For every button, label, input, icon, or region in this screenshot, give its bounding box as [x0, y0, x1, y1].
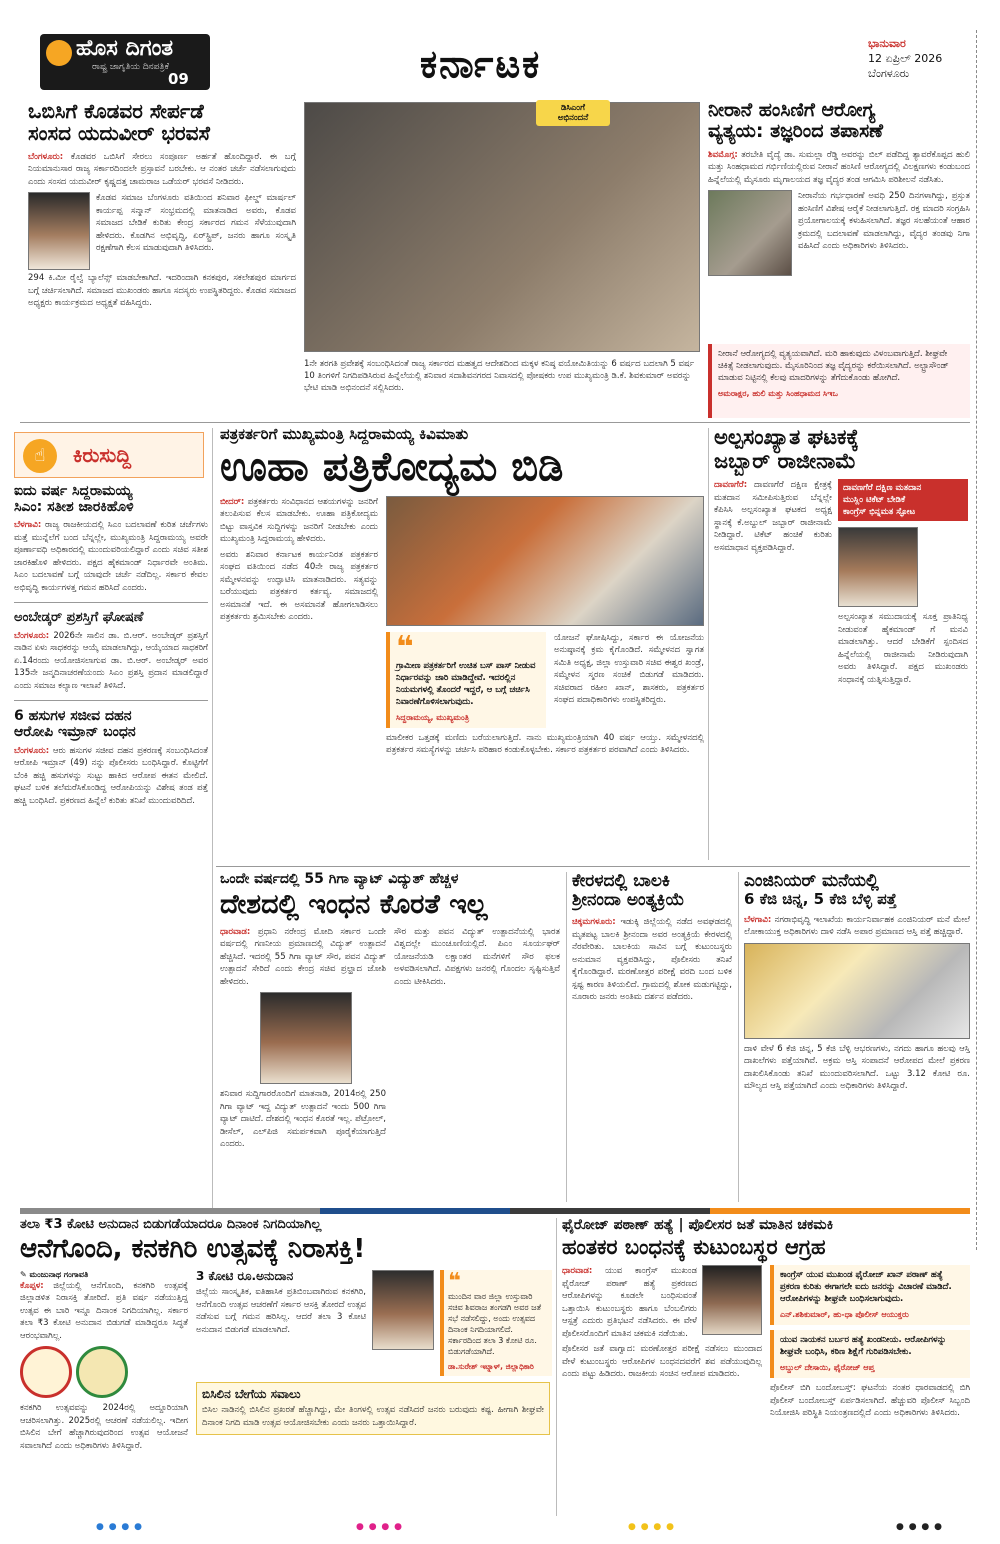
dc-quote — [440, 1270, 552, 1376]
headline: ಕೇರಳದಲ್ಲಿ ಬಾಲಕಿ — [572, 872, 670, 891]
dateline: ಬೆಂಗಳೂರು: — [14, 745, 50, 756]
briefs-title: ಕಿರುಸುದ್ದಿ — [73, 443, 132, 467]
story-lead — [220, 426, 704, 860]
story-festival — [20, 1218, 552, 1516]
dateline: ಧಾರವಾಡ: — [220, 926, 251, 937]
anegundi-logo — [20, 1346, 72, 1398]
headline-2: ಸಂಸದ ಯದುವೀರ್ ಭರವಸೆ — [28, 121, 210, 146]
box-title: 3 ಕೋಟಿ ರೂ.ಅನುದಾನ — [196, 1268, 294, 1283]
dateline: ಕೊಪ್ಪಳ: — [20, 1280, 44, 1291]
headline: ಎಂಜಿನಿಯರ್ ಮನೆಯಲ್ಲಿ — [744, 872, 879, 891]
story-kodava — [28, 100, 296, 418]
body-text: ಶನಿವಾರ ಸುದ್ದಿಗಾರರೊಂದಿಗೆ ಮಾತನಾಡಿ, 2014ರಲ್ಲಿ 250 ಗಿಗಾ ವ್ಯಾಟ್ ಇದ್ದ ವಿದ್ಯುತ್ ಉತ್ಪಾದನೆ ಇಂದು 500 ಗಿಗಾ ವ್ಯಾಟ್ ದಾಟಿದೆ. ದೇಶದಲ್ಲಿ ಇಂಧನ ಕೊರತೆ ಇಲ್ಲ. ಪೆಟ್ರೋಲ್, ಡೀಸೆಲ್, ಎಲ್‌ಪಿಜಿ ಸಮರ್ಪಕವಾಗಿ ಪೂರೈಕೆಯಾಗುತ್ತಿದೆ ಎಂದರು. — [220, 1089, 386, 1150]
briefs-column — [14, 484, 208, 1202]
body-text: ಅವರು ಶನಿವಾರ ಕರ್ನಾಟಕ ಕಾರ್ಯನಿರತ ಪತ್ರಕರ್ತರ ಸಂಘದ ವತಿಯಿಂದ ನಡೆದ 40ನೇ ರಾಜ್ಯ ಪತ್ರಕರ್ತರ ಸಮ್ಮೇಳನವನ್ನು ಉದ್ಘಾಟಿಸಿ ಮಾತನಾಡಿದರು. ಸತ್ಯವನ್ನು ಬರೆಯುವುದು ಪತ್ರಕರ್ತರ ಕರ್ತವ್ಯ. ಸಮಾಜದಲ್ಲಿ ಅಸಮಾನತೆ ಇದೆ. ಈ ಅಸಮಾನತೆ ಹೋಗಲಾಡಿಸಲು ಪತ್ರಕರ್ತರು ಶ್ರಮಿಸಬೇಕು ಎಂದರು. — [220, 549, 378, 623]
photo-badge — [536, 100, 610, 126]
edge-cut-marks — [976, 30, 990, 1250]
divider-strip — [510, 1208, 710, 1214]
byline — [20, 1270, 188, 1280]
dateline: ಬೆಳಗಾವಿ: — [744, 914, 772, 925]
kicker: ತಲಾ ₹3 ಕೋಟಿ ಅನುದಾನ ಬಿಡುಗಡೆಯಾದರೂ ದಿನಾಂಕ ನಿಗದಿಯಾಗಿಲ್ಲ — [20, 1218, 322, 1232]
body-text: ದಾಳಿ ವೇಳೆ 6 ಕೆಜಿ ಚಿನ್ನ, 5 ಕೆಜಿ ಬೆಳ್ಳಿ ಆಭರಣಗಳು, ನಗದು ಹಾಗೂ ಹಲವು ಆಸ್ತಿ ದಾಖಲೆಗಳು ಪತ್ತೆಯಾಗಿವೆ. ಅಕ್ರಮ ಆಸ್ತಿ ಸಂಪಾದನೆ ಆರೋಪದ ಮೇಲೆ ಪ್ರಕರಣ ದಾಖಲಿಸಿಕೊಂಡು ತನಿಖೆ ಮುಂದುವರಿಸಲಾಗಿದೆ. ಒಟ್ಟು 3.12 ಕೋಟಿ ರೂ. ಮೌಲ್ಯದ ಆಸ್ತಿ ಪತ್ತೆಯಾಗಿದೆ ಎಂದು ಅಧಿಕಾರಿಗಳು ತಿಳಿಸಿದ್ದಾರೆ. — [744, 1043, 970, 1092]
kicker: ಫೈರೋಜ್ ಪಠಾಣ್ ಹತ್ಯೆ — [562, 1218, 674, 1233]
column-divider — [738, 872, 739, 1202]
headline: ಊಹಾ ಪತ್ರಿಕೋದ್ಯಮ ಬಿಡಿ — [220, 443, 564, 490]
pen-icon: ✎ — [20, 1269, 30, 1279]
body-text: 2026ನೇ ಸಾಲಿನ ಡಾ. ಬಿ.ಆರ್. ಅಂಬೇಡ್ಕರ್ ಪ್ರಶಸ್ತಿಗೆ ನಾಡಿನ ಏಳು ಸಾಧಕರನ್ನು ಆಯ್ಕೆ ಮಾಡಲಾಗಿದ್ದು, ಆಯ್ಕೆಯಾದ ಸಾಧಕರಿಗೆ ಏ.14ರಂದು ಆಯೋಜಿಸಲಾಗುವ ಡಾ. ಬಿ.ಆರ್. ಅಂಬೇಡ್ಕರ್ ಅವರ 135ನೇ ಜನ್ಮದಿನಾಚರಣೆಯಂದು ಸಿಎಂ ಪ್ರಶಸ್ತಿ ಪ್ರದಾನ ಮಾಡಲಿದ್ದಾರೆ ಎಂದು ಸಮಾಜ ಕಲ್ಯಾಣ ಇಲಾಖೆ ತಿಳಿಸಿದೆ. — [14, 630, 208, 691]
dateline: ಬೆಂಗಳೂರು: — [28, 151, 64, 162]
mp-portrait-photo — [28, 192, 90, 270]
dateline: ಚಿಕ್ಕಮಗಳೂರು: — [572, 917, 616, 928]
headline-2: ಶ್ರೀನಂದಾ ಅಂತ್ಯಕ್ರಿಯೆ — [572, 890, 685, 911]
logo-sun-icon — [46, 40, 72, 66]
body-text: ಪೊಲೀಸ್ ಬಿಗಿ ಬಂದೋಬಸ್ತ್: ಘಟನೆಯ ನಂತರ ಧಾರವಾಡದಲ್ಲಿ ಬಿಗಿ ಪೊಲೀಸ್ ಬಂದೋಬಸ್ತ್ ಏರ್ಪಡಿಸಲಾಗಿದೆ. ಹೆಚ್ಚುವರಿ ಪೊಲೀಸ್ ಸಿಬ್ಬಂದಿ ನಿಯೋಜಿಸಿ ಪರಿಸ್ಥಿತಿ ನಿಯಂತ್ರಣದಲ್ಲಿದೆ ಎಂದು ಅಧಿಕಾರಿಗಳು ತಿಳಿಸಿದರು. — [770, 1383, 970, 1419]
quote-byline: ಅಬ್ದುಲ್ ದೇಸಾಯಿ, ಫೈರೋಜ್ ಆಪ್ತ — [780, 1363, 875, 1373]
quote-icon: ❝ — [448, 1268, 461, 1294]
dateline: ಬೀದರ್: — [220, 496, 245, 507]
aide-quote — [770, 1330, 970, 1378]
brief-headline-2: ಆರೋಪಿ ಇಮ್ರಾನ್ ಬಂಧನ — [14, 724, 136, 741]
dateline: ಶಿವಮೊಗ್ಗ: — [708, 149, 738, 160]
divider-strip — [710, 1208, 970, 1214]
date-label: 12 ಏಪ್ರಿಲ್ 2026 — [868, 52, 943, 65]
quote-text: ಯುವ ನಾಯಕನ ಬರ್ಬರ ಹತ್ಯೆ ಖಂಡನೀಯ. ಆರೋಪಿಗಳನ್ನು ಶೀಘ್ರವೇ ಬಂಧಿಸಿ, ಕಠಿಣ ಶಿಕ್ಷೆಗೆ ಗುರಿಪಡಿಸಬೇಕು. — [780, 1335, 947, 1358]
brief-headline: 6 ಹಸುಗಳ ಸಜೀವ ದಹನ — [14, 708, 132, 725]
column-divider — [556, 1218, 557, 1516]
body-text: ದಾವಣಗೆರೆ ದಕ್ಷಿಣ ಕ್ಷೇತ್ರಕ್ಕೆ ಮತದಾನ ಸಮೀಪಿಸುತ್ತಿರುವ ಬೆನ್ನಲ್ಲೇ ಕೆಪಿಸಿಸಿ ಅಲ್ಪಸಂಖ್ಯಾತ ಘಟಕದ ಅಧ್ಯಕ್ಷ ಸ್ಥಾನಕ್ಕೆ ಕೆ.ಅಬ್ದುಲ್ ಜಬ್ಬಾರ್ ರಾಜೀನಾಮೆ ನೀಡಿದ್ದಾರೆ. ಟಿಕೆಟ್ ಹಂಚಿಕೆ ಕುರಿತು ಅಸಮಾಧಾನ ವ್ಯಕ್ತಪಡಿಸಿದ್ದಾರೆ. — [714, 480, 833, 553]
body-text: ನೀರಾನೆಯ ಗರ್ಭಧಾರಣೆ ಅವಧಿ 250 ದಿನಗಳಾಗಿದ್ದು, ಪ್ರಸ್ತುತ ಹಂಸಿಣಿಗೆ ವಿಶೇಷ ಆರೈಕೆ ನೀಡಲಾಗುತ್ತಿದೆ. ರಕ್ತ ಮಾದರಿ ಸಂಗ್ರಹಿಸಿ ಪ್ರಯೋಗಾಲಯಕ್ಕೆ ಕಳುಹಿಸಲಾಗಿದೆ. ತಜ್ಞರ ಸಲಹೆಯಂತೆ ಆಹಾರ ಕ್ರಮದಲ್ಲಿ ಬದಲಾವಣೆ ಮಾಡಲಾಗಿದ್ದು, ವೈದ್ಯರ ತಂಡವು ನಿಗಾ ವಹಿಸಿದೆ ಎಂದು ಅಧಿಕಾರಿಗಳು ತಿಳಿಸಿದರು. — [798, 191, 970, 252]
divider-strip — [20, 1208, 320, 1214]
box-title: ಬಿಸಿಲಿನ ಬೇಗೆಯ ಸವಾಲು — [202, 1386, 301, 1401]
column-divider — [212, 428, 213, 1208]
body-text: ಮಾಲೀಕರ ಒತ್ತಡಕ್ಕೆ ಮಣಿದು ಬರೆಯಲಾಗುತ್ತಿದೆ. ನಾನು ಮುಖ್ಯಮಂತ್ರಿಯಾಗಿ 40 ವರ್ಷ ಆಯ್ತು. ಸಮ್ಮೇಳನದಲ್ಲಿ ಪತ್ರಕರ್ತರ ಸಮಸ್ಯೆಗಳನ್ನು ಚರ್ಚಿಸಿ ಪರಿಹಾರ ಕಂಡುಕೊಳ್ಳಬೇಕು. ಸರ್ಕಾರ ಪತ್ರಕರ್ತರ ಪರವಾಗಿದೆ ಎಂದು ತಿಳಿಸಿದರು. — [386, 732, 704, 756]
registration-dots: ● ● ● ● — [96, 1522, 143, 1532]
pill-line: ಮುಸ್ಲಿಂ ಟಿಕೆಟ್ ಬೇಡಿಕೆ — [843, 495, 906, 506]
headline-2: ಜಬ್ಬಾರ್ ರಾಜೀನಾಮೆ — [714, 448, 857, 473]
body-text: ರಾಜ್ಯ ರಾಜಕೀಯದಲ್ಲಿ ಸಿಎಂ ಬದಲಾವಣೆ ಕುರಿತ ಚರ್ಚೆಗಳು ಮತ್ತೆ ಮುನ್ನೆಲೆಗೆ ಬಂದ ಬೆನ್ನಲ್ಲೇ, ಮುಖ್ಯಮಂತ್ರಿ ಸಿದ್ದರಾಮಯ್ಯ ಅವರೇ ಪೂರ್ಣಾವಧಿ ಅಧಿಕಾರದಲ್ಲಿ ಮುಂದುವರಿಯಲಿದ್ದಾರೆ ಎಂದು ಸಚಿವ ಸತೀಶ ಜಾರಕಿಹೊಳಿ ಹೇಳಿದರು. ಪಕ್ಷದ ಹೈಕಮಾಂಡ್ ನಿರ್ಧಾರವೇ ಅಂತಿಮ. ಸಿಎಂ ಬದಲಾವಣೆ ಬಗ್ಗೆ ಯಾವುದೇ ಚರ್ಚೆ ನಡೆದಿಲ್ಲ. ಸರ್ಕಾರ ಕೇವಲ ಅಭಿವೃದ್ಧಿ ಕಾರ್ಯಗಳತ್ತ ಗಮನ ಹರಿಸಿದೆ ಎಂದರು. — [14, 520, 208, 593]
box-body: ಬಿಸಿಲ ನಾಡಿನಲ್ಲಿ ಬಿಸಿಲಿನ ಪ್ರಖರತೆ ಹೆಚ್ಚಾಗಿದ್ದು, ಮೇ ತಿಂಗಳಲ್ಲಿ ಉತ್ಸವ ನಡೆಸಿದರೆ ಜನರು ಬರುವುದು ಕಷ್ಟ. ಹೀಗಾಗಿ ಶೀಘ್ರವೇ ದಿನಾಂಕ ನಿಗದಿ ಮಾಡಿ ಉತ್ಸವ ಆಯೋಜಿಸಬೇಕು ಎಂದು ಜನರು ಒತ್ತಾಯಿಸಿದ್ದಾರೆ. — [202, 1405, 544, 1428]
victim-portrait-photo — [702, 1265, 762, 1335]
body-text: ಯುವ ಕಾಂಗ್ರೆಸ್ ಮುಖಂಡ ಫೈರೋಜ್ ಪಠಾಣ್ ಹತ್ಯೆ ಪ್ರಕರಣದ ಆರೋಪಿಗಳನ್ನು ಕೂಡಲೇ ಬಂಧಿಸುವಂತೆ ಒತ್ತಾಯಿಸಿ ಕುಟುಂಬಸ್ಥರು ಹಾಗೂ ಬೆಂಬಲಿಗರು ಆಸ್ಪತ್ರೆ ಎದುರು ಪ್ರತಿಭಟನೆ ನಡೆಸಿದರು. ಈ ವೇಳೆ ಪೊಲೀಸರೊಂದಿಗೆ ಮಾತಿನ ಚಕಮಕಿ ನಡೆಯಿತು. — [562, 1266, 697, 1339]
body-text: ಜಿಲ್ಲೆಯಲ್ಲಿ ಆನೆಗೊಂದಿ, ಕನಕಗಿರಿ ಉತ್ಸವಕ್ಕೆ ಜಿಲ್ಲಾಡಳಿತ ನಿರಾಸಕ್ತಿ ತೋರಿದೆ. ಪ್ರತಿ ವರ್ಷ ನಡೆಯುತ್ತಿದ್ದ ಉತ್ಸವ ಈ ಬಾರಿ ಇನ್ನೂ ದಿನಾಂಕ ನಿಗದಿಯಾಗಿಲ್ಲ. ಸರ್ಕಾರ ತಲಾ ₹3 ಕೋಟಿ ಅನುದಾನ ಬಿಡುಗಡೆ ಮಾಡಿದ್ದರೂ ಸಿದ್ಧತೆ ಆರಂಭವಾಗಿಲ್ಲ. — [20, 1280, 188, 1341]
story-minority — [714, 426, 970, 860]
jabbar-portrait-photo — [838, 527, 918, 607]
kicker: ಪತ್ರಕರ್ತರಿಗೆ ಮುಖ್ಯಮಂತ್ರಿ ಸಿದ್ದರಾಮಯ್ಯ ಕಿವಿಮಾತು — [220, 426, 469, 443]
dc-portrait-photo — [372, 1270, 434, 1350]
story-energy — [220, 872, 560, 1202]
body-text: ಸೌರ ಮತ್ತು ಪವನ ವಿದ್ಯುತ್ ಉತ್ಪಾದನೆಯಲ್ಲಿ ಭಾರತ ವಿಶ್ವದಲ್ಲೇ ಮುಂಚೂಣಿಯಲ್ಲಿದೆ. ಪಿಎಂ ಸೂರ್ಯಘರ್ ಯೋಜನೆಯಡಿ ಲಕ್ಷಾಂತರ ಮನೆಗಳಿಗೆ ಸೌರ ಫಲಕ ಅಳವಡಿಸಲಾಗಿದೆ. ವಿಪಕ್ಷಗಳು ಜನರಲ್ಲಿ ಗೊಂದಲ ಸೃಷ್ಟಿಸುತ್ತಿವೆ ಎಂದು ಟೀಕಿಸಿದರು. — [394, 926, 560, 987]
cm-quote — [386, 629, 546, 728]
quote-text: ನೀರಾನೆ ಆರೋಗ್ಯದಲ್ಲಿ ವ್ಯತ್ಯಯವಾಗಿದೆ. ಮರಿ ಹಾಕುವುದು ವಿಳಂಬವಾಗುತ್ತಿದೆ. ಶೀಘ್ರವೇ ಚಿಕಿತ್ಸೆ ನೀಡಲಾಗುವುದು. ಮೈಸೂರಿನಿಂದ ತಜ್ಞ ವೈದ್ಯರನ್ನು ಕರೆಯಿಸಲಾಗಿದೆ. ಅಲ್ಟ್ರಾಸೌಂಡ್ ಮಾಡುವ ನಿಟ್ಟಿನಲ್ಲಿ ಕೆಲವು ಮಾದರಿಗಳನ್ನು ತೆಗೆದುಕೊಂಡು ಹೋಗಿದೆ. — [718, 349, 949, 383]
headline: ದೇಶದಲ್ಲಿ ಇಂಧನ ಕೊರತೆ ಇಲ್ಲ — [220, 888, 488, 920]
logo-title: ಹೊಸ ದಿಗಂತ — [76, 36, 174, 61]
body-text: ಕೊಡವರ ಒಬಿಸಿಗೆ ಸೇರಲು ಸಂಪೂರ್ಣ ಅರ್ಹತೆ ಹೊಂದಿದ್ದಾರೆ. ಈ ಬಗ್ಗೆ ನಿಯಮಾನುಸಾರ ರಾಜ್ಯ ಸರ್ಕಾರದಿಂದಲೇ ಪ್ರಸ್ತಾವನೆ ಬರಬೇಕು. ಆ ನಂತರ ಚರ್ಚೆ ನಡೆಸಲಾಗುವುದು ಎಂದು ಸಂಸದ ಯದುವೀರ್ ಕೃಷ್ಣದತ್ತ ಚಾಮರಾಜ ಒಡೆಯರ್ ಭರವಸೆ ನೀಡಿದರು. — [28, 151, 296, 187]
quote-byline: ಎನ್.ಶಶಿಕುಮಾರ್, ಹು-ಧಾ ಪೊಲೀಸ್ ಆಯುಕ್ತರು — [780, 1310, 909, 1320]
story-murder: ಫೈರೋಜ್ ಪಠಾಣ್ ಹತ್ಯೆ | ಪೊಲೀಸರ ಜತೆ ಮಾತಿನ ಚಕಮಕಿ ಹಂತಕರ ಬಂಧನಕ್ಕೆ ಕುಟುಂಬಸ್ಥರ ಆಗ್ರಹ ಧಾರವಾಡ: ಯುವ ಕಾಂಗ್ರೆಸ್ ಮುಖಂಡ ಫೈರೋಜ್ ಪಠಾಣ್ ಹತ್ಯೆ ಪ್ರಕರಣದ ಆರೋಪಿಗಳನ್ನು ಕೂಡಲೇ ಬಂಧಿಸುವಂತೆ ಒತ್ತಾಯಿಸಿ ಕುಟುಂಬಸ್ಥರು ಹಾಗೂ ಬೆಂಬಲಿಗರು ಆಸ್ಪತ್ರೆ ಎದುರು ಪ್ರತಿಭಟನೆ ನಡೆಸಿದರು. ಈ ವೇಳೆ ಪೊಲೀಸರೊಂದಿಗೆ ಮಾತಿನ ಚಕಮಕಿ ನಡೆಯಿತು. ಪೊಲೀಸರ ಜತೆ ವಾಗ್ವಾದ: ಮರಣೋತ್ತರ ಪರೀಕ್ಷೆ ನಡೆಸಲು ಮುಂದಾದ ವೇಳೆ ಕುಟುಂಬಸ್ಥರು ಆರೋಪಿಗಳ ಬಂಧನದವರೆಗೆ ಶವ ಪಡೆಯುವುದಿಲ್ಲ ಎಂದು ಪಟ್ಟು ಹಿಡಿದರು. ರಾಜಕೀಯ ಸಂಚಿನ ಆರೋಪ ಮಾಡಿದರು. ಕಾಂಗ್ರೆಸ್ ಯುವ ಮುಖಂಡ ಫೈರೋಜ್ ಖಾನ್ ಪಠಾಣ್ ಹತ್ಯೆ ಪ್ರಕರಣ ಕುರಿತು ಈಗಾಗಲೇ ಐದು ಜನರನ್ನು ವಿಚಾರಣೆ ಮಾಡಿದೆ. ಆರೋಪಿಗಳನ್ನು ಶೀಘ್ರವೇ ಬಂಧಿಸಲಾಗುವುದು. ಎನ್.ಶಶಿಕುಮಾರ್, ಹು-ಧಾ ಪೊಲೀಸ್ ಆಯುಕ್ತರು ಯುವ ನಾಯಕನ ಬರ್ಬರ ಹತ್ಯೆ ಖಂಡನೀಯ. ಆರೋಪಿಗಳನ್ನು ಶೀಘ್ರವೇ ಬಂಧಿಸಿ, ಕಠಿಣ ಶಿಕ್ಷೆಗೆ ಗುರಿಪಡಿಸಬೇಕು. ಅಬ್ದುಲ್ ದೇಸಾಯಿ, ಫೈರೋಜ್ ಆಪ್ತ ಪೊಲೀಸ್ ಬಿಗಿ ಬಂದೋಬಸ್ತ್: ಘಟನೆಯ ನಂತರ ಧಾರವಾಡದಲ್ಲಿ ಬಿಗಿ ಪೊಲೀಸ್ ಬಂದೋಬಸ್ತ್ ಏರ್ಪಡಿಸಲಾಗಿದೆ. ಹೆಚ್ಚುವರಿ ಪೊಲೀಸ್ ಸಿಬ್ಬಂದಿ ನಿಯೋಜಿಸಿ ಪರಿಸ್ಥಿತಿ ನಿಯಂತ್ರಣದಲ್ಲಿದೆ ಎಂದು ಅಧಿಕಾರಿಗಳು ತಿಳಿಸಿದರು. — [562, 1218, 970, 1419]
story-kerala — [572, 872, 732, 1202]
headline: ನೀರಾನೆ ಹಂಸಿಣಿಗೆ ಆರೋಗ್ಯ — [708, 100, 876, 121]
quote-text: ಕಾಂಗ್ರೆಸ್ ಯುವ ಮುಖಂಡ ಫೈರೋಜ್ ಖಾನ್ ಪಠಾಣ್ ಹತ್ಯೆ ಪ್ರಕರಣ ಕುರಿತು ಈಗಾಗಲೇ ಐದು ಜನರನ್ನು ವಿಚಾರಣೆ ಮಾಡಿದೆ. ಆರೋಪಿಗಳನ್ನು ಶೀಘ್ರವೇ ಬಂಧಿಸಲಾಗುವುದು. — [780, 1270, 952, 1305]
headline: ಹಂತಕರ ಬಂಧನಕ್ಕೆ ಕುಟುಂಬಸ್ಥರ ಆಗ್ರಹ — [562, 1234, 826, 1259]
dateline: ದಾವಣಗೆರೆ: — [714, 480, 748, 491]
kicker: ಒಂದೇ ವರ್ಷದಲ್ಲಿ 55 ಗಿಗಾ ವ್ಯಾಟ್ ವಿದ್ಯುತ್ ಹೆಚ್ಚಳ — [220, 872, 459, 887]
seized-jewellery-photo — [744, 943, 970, 1039]
column-divider — [708, 428, 709, 860]
page-number: 09 — [168, 70, 189, 88]
divider-strip — [320, 1208, 510, 1214]
brief-headline-2: ಸಿಎಂ: ಸತೀಶ ಜಾರಕಿಹೊಳಿ — [14, 498, 134, 515]
body-text: ಯೋಜನೆ ಘೋಷಿಸಿದ್ದು, ಸರ್ಕಾರ ಈ ಯೋಜನೆಯ ಅನುಷ್ಠಾನಕ್ಕೆ ಕ್ರಮ ಕೈಗೊಂಡಿದೆ. ಸಮ್ಮೇಳನದ ಸ್ವಾಗತ ಸಮಿತಿ ಅಧ್ಯಕ್ಷ, ಜಿಲ್ಲಾ ಉಸ್ತುವಾರಿ ಸಚಿವ ಈಶ್ವರ ಖಂಡ್ರೆ, ಸಮ್ಮೇಳನ ಸ್ಮರಣ ಸಂಚಿಕೆ ಬಿಡುಗಡೆ ಮಾಡಿದರು. ಸಚಿವರಾದ ರಹೀಂ ಖಾನ್, ಶಾಸಕರು, ಪತ್ರಕರ್ತರ ಸಂಘದ ಪದಾಧಿಕಾರಿಗಳು ಉಪಸ್ಥಿತರಿದ್ದರು. — [554, 632, 704, 706]
quote-byline: ಅಮರಾಕ್ಷರ, ಹುಲಿ ಮತ್ತು ಸಿಂಹಧಾಮದ ಸಿಇಒ — [718, 389, 838, 398]
row-divider — [20, 422, 970, 423]
badge-line-2: ಅಭಿನಂದನೆ — [557, 113, 589, 123]
cm-felicitation-photo — [386, 496, 704, 626]
dateline: ಬೆಳಗಾವಿ: — [14, 520, 42, 531]
quote-icon: ❝ — [396, 629, 414, 665]
body-text: ಪತ್ರಕರ್ತರು ಸಂವಿಧಾನದ ಆಶಯಗಳನ್ನು ಜನರಿಗೆ ತಲುಪಿಸುವ ಕೆಲಸ ಮಾಡಬೇಕು. ಊಹಾ ಪತ್ರಿಕೋದ್ಯಮ ಬಿಟ್ಟು ವಾಸ್ತವಿಕ ಸುದ್ದಿಗಳನ್ನು ಜನರಿಗೆ ನೀಡಬೇಕು ಎಂದು ಮುಖ್ಯಮಂತ್ರಿ ಸಿದ್ದರಾಮಯ್ಯ ಹೇಳಿದರು. — [220, 496, 378, 545]
registration-dots: ● ● ● ● — [628, 1522, 675, 1532]
masthead — [0, 0, 1000, 100]
brief-headline: ಐದು ವರ್ಷ ಸಿದ್ದರಾಮಯ್ಯ — [14, 484, 133, 499]
body-text: ತರಬೇತಿ ವೈದ್ಯೆ ಡಾ. ಸುಮಲ್ಲಾ ರೆಡ್ಡಿ ಅವರನ್ನು ಬಿಲ್ ಪಡೆದಿದ್ದ ತ್ಯಾವರೆಕೊಪ್ಪದ ಹುಲಿ ಮತ್ತು ಸಿಂಹಧಾಮದ ಗರ್ಭಿಣಿಯಲ್ಲಿರುವ ನೀರಾನೆ ಹಂಸಿಣಿ ಆರೋಗ್ಯದಲ್ಲಿ ವಿಲಕ್ಷಣಗಳು ಕಂಡುಬಂದ ಹಿನ್ನೆಲೆಯಲ್ಲಿ ಮೈಸೂರು ಮೃಗಾಲಯದ ತಜ್ಞ ವೈದ್ಯರ ತಂಡ ಆಗಮಿಸಿ ಪರಿಶೀಲನೆ ನಡೆಸಿತು. — [708, 149, 970, 185]
section-title: ಕರ್ನಾಟಕ — [420, 42, 542, 86]
dateline: ಧಾರವಾಡ: — [562, 1266, 593, 1277]
box-body: ಜಿಲ್ಲೆಯ ಸಾಂಸ್ಕೃತಿಕ, ಐತಿಹಾಸಿಕ ಪ್ರತಿಬಿಂಬವಾಗಿರುವ ಕನಕಗಿರಿ, ಆನೆಗೊಂದಿ ಉತ್ಸವ ಆಚರಣೆಗೆ ಸರ್ಕಾರ ಆಸಕ್ತಿ ತೋರದೆ ಉತ್ಸವ ನಡೆಸುವ ಬಗ್ಗೆ ಗಮನ ಹರಿಸಿಲ್ಲ. ಆದರೆ ತಲಾ 3 ಕೋಟಿ ಅನುದಾನ ಬಿಡುಗಡೆ ಮಾಡಲಾಗಿದೆ. — [196, 1287, 366, 1335]
quote-byline: ಡಾ.ಸುರೇಶ್ ಇಟ್ನಾಳ್, ಜಿಲ್ಲಾಧಿಕಾರಿ — [448, 1361, 534, 1371]
logo-tagline: ರಾಷ್ಟ್ರ ಜಾಗೃತಿಯ ದಿನಪತ್ರಿಕೆ — [92, 62, 169, 72]
byline-text: ಮಂಜುನಾಥ ಗಂಗಾವತಿ — [29, 1269, 89, 1279]
kanakagiri-logo — [76, 1346, 128, 1398]
headline: ಒಬಿಸಿಗೆ ಕೊಡವರ ಸೇರ್ಪಡೆ — [28, 100, 204, 123]
quote-text: ಮುಂದಿನ ವಾರ ಜಿಲ್ಲಾ ಉಸ್ತುವಾರಿ ಸಚಿವ ಶಿವರಾಜ ತಂಗಡಗಿ ಅವರ ಜತೆ ಸಭೆ ನಡೆಸಲಿದ್ದು, ಅಂದು ಉತ್ಸವದ ದಿನಾಂಕ ನಿಗದಿಯಾಗಲಿದೆ. ಸರ್ಕಾರದಿಂದ ತಲಾ 3 ಕೋಟಿ ರೂ. ಬಿಡುಗಡೆಯಾಗಿದೆ. — [448, 1291, 542, 1356]
photo-caption: 1ನೇ ತರಗತಿ ಪ್ರವೇಶಕ್ಕೆ ಸಂಬಂಧಿಸಿದಂತೆ ರಾಜ್ಯ ಸರ್ಕಾರದ ಮಹತ್ವದ ಆದೇಶದಿಂದ ಮಕ್ಕಳ ಕನಿಷ್ಠ ವಯೋಮಿತಿಯನ್ನು 6 ವರ್ಷದ ಬದಲಾಗಿ 5 ವರ್ಷ 10 ತಿಂಗಳಿಗೆ ನಿಗದಿಪಡಿಸಿರುವ ಹಿನ್ನೆಲೆಯಲ್ಲಿ ಶನಿವಾರ ಸದಾಶಿವನಗರದ ನಿವಾಸದಲ್ಲಿ ಪೋಷಕರು ಉಪ ಮುಖ್ಯಮಂತ್ರಿ ಡಿ.ಕೆ. ಶಿವಕುಮಾರ್ ಅವರನ್ನು ಭೇಟಿ ಮಾಡಿ ಅಭಿನಂದನೆ ಸಲ್ಲಿಸಿದರು. — [304, 359, 695, 393]
story-engineer — [744, 872, 970, 1202]
body-text: ನಗರಾಭಿವೃದ್ಧಿ ಇಲಾಖೆಯ ಕಾರ್ಯನಿರ್ವಾಹಕ ಎಂಜಿನಿಯರ್ ಮನೆ ಮೇಲೆ ಲೋಕಾಯುಕ್ತ ಅಧಿಕಾರಿಗಳು ದಾಳಿ ನಡೆಸಿ ಅಪಾರ ಪ್ರಮಾಣದ ಆಸ್ತಿ ಪತ್ತೆ ಹಚ್ಚಿದ್ದಾರೆ. — [744, 914, 970, 938]
hippo-quote — [708, 344, 970, 418]
pill-line: ಕಾಂಗ್ರೆಸ್ ಭಿನ್ನಮತ ಸ್ಫೋಟ — [843, 507, 916, 518]
finger-point-icon: ☝ — [23, 439, 57, 473]
registration-dots: ● ● ● ● — [896, 1522, 943, 1532]
body-text: ಕನಕಗಿರಿ ಉತ್ಸವವನ್ನು 2024ರಲ್ಲಿ ಅದ್ದೂರಿಯಾಗಿ ಆಚರಿಸಲಾಗಿತ್ತು. 2025ರಲ್ಲಿ ಆಚರಣೆ ನಡೆಯಲಿಲ್ಲ. ಇದೀಗ ಬಿಸಿಲಿನ ಬೇಗೆ ಹೆಚ್ಚಾಗಿರುವುದರಿಂದ ಉತ್ಸವ ಆಯೋಜನೆ ಸವಾಲಾಗಿದೆ ಎಂದು ಅಧಿಕಾರಿಗಳು ತಿಳಿಸಿದ್ದಾರೆ. — [20, 1403, 188, 1451]
kicker-2: ಪೊಲೀಸರ ಜತೆ ಮಾತಿನ ಚಕಮಕಿ — [688, 1218, 834, 1233]
date-block — [868, 36, 968, 81]
context-pill — [838, 479, 968, 521]
row-divider — [216, 866, 970, 867]
dateline: ಬೆಂಗಳೂರು: — [14, 630, 50, 641]
hippo-photo — [708, 190, 792, 276]
quote-text: ಗ್ರಾಮೀಣ ಪತ್ರಕರ್ತರಿಗೆ ಉಚಿತ ಬಸ್ ಪಾಸ್ ನೀಡುವ ನಿರ್ಧಾರವನ್ನು ಜಾರಿ ಮಾಡಿದ್ದೇವೆ. ಇದರಲ್ಲಿನ ನಿಯಮಗಳಲ್ಲಿ ತೊಂದರೆ ಇದ್ದರೆ, ಆ ಬಗ್ಗೆ ಚರ್ಚಿಸಿ ನಿವಾರಣೆಗೊಳಿಸಲಾಗುವುದು. — [396, 660, 536, 707]
body-text: ಆರು ಹಸುಗಳ ಸಜೀವ ದಹನ ಪ್ರಕರಣಕ್ಕೆ ಸಂಬಂಧಿಸಿದಂತೆ ಆರೋಪಿ ಇಮ್ರಾನ್ (49) ನನ್ನು ಪೊಲೀಸರು ಬಂಧಿಸಿದ್ದಾರೆ. ಕೊಟ್ಟಿಗೆಗೆ ಬೆಂಕಿ ಹಚ್ಚಿ ಹಸುಗಳನ್ನು ಸುಟ್ಟು ಹಾಕಿದ ಆರೋಪ ಈತನ ಮೇಲಿದೆ. ಘಟನೆ ಬಳಿಕ ತಲೆಮರೆಸಿಕೊಂಡಿದ್ದ ಆರೋಪಿಯನ್ನು ವಿಶೇಷ ತಂಡ ಪತ್ತೆ ಹಚ್ಚಿ ಬಂಧಿಸಿದೆ. ಪ್ರಕರಣದ ಹಿನ್ನೆಲೆ ಕುರಿತು ತನಿಖೆ ಮುಂದುವರಿದಿದೆ. — [14, 745, 208, 806]
photo-feature — [304, 100, 700, 418]
column-divider — [566, 872, 567, 1202]
day-label: ಭಾನುವಾರ — [868, 37, 906, 50]
city-label: ಬೆಂಗಳೂರು — [868, 67, 910, 80]
dcm-greeting-photo — [304, 102, 700, 352]
briefs-header — [14, 432, 204, 478]
body-text: ಪೊಲೀಸರ ಜತೆ ವಾಗ್ವಾದ: ಮರಣೋತ್ತರ ಪರೀಕ್ಷೆ ನಡೆಸಲು ಮುಂದಾದ ವೇಳೆ ಕುಟುಂಬಸ್ಥರು ಆರೋಪಿಗಳ ಬಂಧನದವರೆಗೆ ಶವ ಪಡೆಯುವುದಿಲ್ಲ ಎಂದು ಪಟ್ಟು ಹಿಡಿದರು. ರಾಜಕೀಯ ಸಂಚಿನ ಆರೋಪ ಮಾಡಿದರು. — [562, 1344, 762, 1380]
headline-2: 6 ಕೆಜಿ ಚಿನ್ನ, 5 ಕೆಜಿ ಬೆಳ್ಳಿ ಪತ್ತೆ — [744, 890, 897, 909]
body-text: ಅಲ್ಪಸಂಖ್ಯಾತ ಸಮುದಾಯಕ್ಕೆ ಸೂಕ್ತ ಪ್ರಾತಿನಿಧ್ಯ ನೀಡುವಂತೆ ಹೈಕಮಾಂಡ್ ಗೆ ಮನವಿ ಮಾಡಲಾಗಿತ್ತು. ಆದರೆ ಬೇಡಿಕೆಗೆ ಸ್ಪಂದಿಸದ ಹಿನ್ನೆಲೆಯಲ್ಲಿ ರಾಜೀನಾಮೆ ನೀಡಿರುವುದಾಗಿ ಅವರು ತಿಳಿಸಿದ್ದಾರೆ. ಪಕ್ಷದ ಮುಖಂಡರು ಸಂಧಾನಕ್ಕೆ ಯತ್ನಿಸುತ್ತಿದ್ದಾರೆ. — [838, 612, 968, 685]
body-text: 294 ಕಿ.ಮೀ ರೈಲ್ವೆ ಬ್ಯಾಲೆನ್ಸ್ ಮಾಡಬೇಕಾಗಿದೆ. ಇದರಿಂದಾಗಿ ಕನಕಪುರ, ಸಕಲೇಶಪುರ ಮಾರ್ಗದ ಬಗ್ಗೆ ಚರ್ಚಿಸಲಾಗಿದೆ. ಸಮಾಜದ ಮುಖಂಡರು ಹಾಗೂ ಸದಸ್ಯರು ಉಪಸ್ಥಿತರಿದ್ದರು. ಕೊಡವ ಸಮಾಜದ ಅಧ್ಯಕ್ಷರು ಕಾರ್ಯಕ್ರಮದ ಅಧ್ಯಕ್ಷತೆ ವಹಿಸಿದ್ದರು. — [28, 273, 296, 309]
registration-dots: ● ● ● ● — [356, 1522, 403, 1532]
body-text: ಕೊಡವ ಸಮಾಜ ಬೆಂಗಳೂರು ವತಿಯಿಂದ ಶನಿವಾರ ಫೀಲ್ಡ್ ಮಾರ್ಷಲ್ ಕಾರ್ಯಪ್ಪ ಸನ್ಮಾನ್ ಸಂಭ್ರಮದಲ್ಲಿ ಮಾತನಾಡಿದ ಅವರು, ಕೊಡವ ಸಮಾಜದ ಬೇಡಿಕೆ ಕುರಿತು ಕೇಂದ್ರ ಸರ್ಕಾರದ ಗಮನ ಸೆಳೆಯುವುದಾಗಿ ಹೇಳಿದರು. ಕೊಡಗಿನ ಅಭಿವೃದ್ಧಿ, ಏರ್‌ಸ್ಟ್ರಿಪ್, ಜನರು ಹಾಗೂ ಸಂಸ್ಕೃತಿ ರಕ್ಷಣೆಗಾಗಿ ಕೆಲಸ ಮಾಡುವುದಾಗಿ ತಿಳಿಸಿದರು. — [96, 193, 296, 254]
minister-portrait-photo — [260, 992, 352, 1084]
body-text: ಇಡುಕ್ಕಿ ಜಿಲ್ಲೆಯಲ್ಲಿ ನಡೆದ ಅವಘಡದಲ್ಲಿ ಮೃತಪಟ್ಟ ಬಾಲಕಿ ಶ್ರೀನಂದಾ ಅವರ ಅಂತ್ಯಕ್ರಿಯೆ ಕೇರಳದಲ್ಲಿ ನೆರವೇರಿತು. ಬಾಲಕಿಯ ಸಾವಿನ ಬಗ್ಗೆ ಕುಟುಂಬಸ್ಥರು ಅನುಮಾನ ವ್ಯಕ್ತಪಡಿಸಿದ್ದು, ಪೊಲೀಸರು ತನಿಖೆ ಕೈಗೊಂಡಿದ್ದಾರೆ. ಮರಣೋತ್ತರ ಪರೀಕ್ಷೆ ವರದಿ ಬಂದ ಬಳಿಕ ಸ್ಪಷ್ಟ ಕಾರಣ ತಿಳಿಯಲಿದೆ. ಗ್ರಾಮದಲ್ಲಿ ಶೋಕ ಮಡುಗಟ್ಟಿದ್ದು, ನೂರಾರು ಜನರು ಅಂತಿಮ ದರ್ಶನ ಪಡೆದರು. — [572, 917, 732, 1003]
headline-2: ವ್ಯತ್ಯಯ: ತಜ್ಞರಿಂದ ತಪಾಸಣೆ — [708, 120, 883, 143]
headline: ಆನೆಗೊಂದಿ, ಕನಕಗಿರಿ ಉತ್ಸವಕ್ಕೆ ನಿರಾಸಕ್ತಿ! — [20, 1233, 366, 1264]
heat-box — [196, 1382, 550, 1435]
brief-headline: ಅಂಬೇಡ್ಕರ್ ಪ್ರಶಸ್ತಿಗೆ ಘೋಷಣೆ — [14, 610, 144, 626]
badge-line-1: ಡಿಸಿಎಂಗೆ — [560, 103, 586, 113]
pill-line: ದಾವಣಗೆರೆ ದಕ್ಷಿಣ ಮತದಾನ — [843, 483, 922, 494]
quote-byline: ಸಿದ್ದರಾಮಯ್ಯ, ಮುಖ್ಯಮಂತ್ರಿ — [396, 712, 470, 722]
police-quote — [770, 1265, 970, 1325]
headline: ಅಲ್ಪಸಂಖ್ಯಾತ ಘಟಕಕ್ಕೆ — [714, 426, 859, 449]
body-text: ಪ್ರಧಾನಿ ನರೇಂದ್ರ ಮೋದಿ ಸರ್ಕಾರ ಒಂದೇ ವರ್ಷದಲ್ಲಿ ಗಣನೀಯ ಪ್ರಮಾಣದಲ್ಲಿ ವಿದ್ಯುತ್ ಉತ್ಪಾದನೆ ಹೆಚ್ಚಿಸಿದೆ. ಇದರಲ್ಲಿ 55 ಗಿಗಾ ವ್ಯಾಟ್ ಸೌರ, ಪವನ ವಿದ್ಯುತ್ ಉತ್ಪಾದನೆ ಸೇರಿದೆ ಎಂದು ಕೇಂದ್ರ ಸಚಿವ ಪ್ರಲ್ಹಾದ ಜೋಶಿ ಹೇಳಿದರು. — [220, 926, 386, 987]
